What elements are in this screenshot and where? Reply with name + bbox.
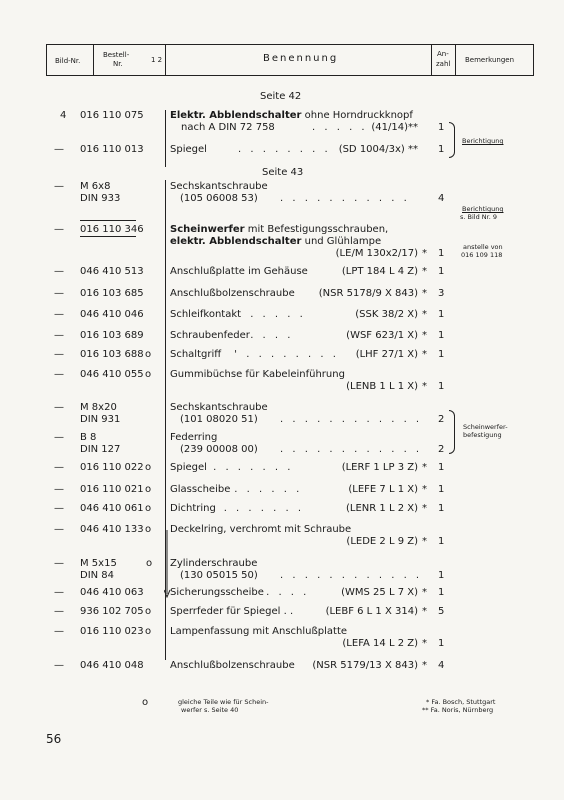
- row-leader-dots: . . . . . .: [234, 484, 303, 495]
- row-quantity: 4: [438, 660, 445, 671]
- footnote-noris: ** Fa. Noris, Nürnberg: [422, 706, 494, 714]
- row-description: Sechskantschraube: [170, 181, 268, 192]
- row-bild-nr: —: [54, 606, 64, 617]
- row-bestell-nr: B 8: [80, 432, 97, 443]
- row-code: (LEDE 2 L 9 Z): [346, 536, 418, 547]
- row-star: *: [422, 266, 427, 277]
- row-leader-dots: . . . . .: [312, 122, 368, 133]
- row-bestell-nr: 016 103 689: [80, 330, 144, 341]
- row-bestell-nr: 046 410 133: [80, 524, 144, 535]
- row-quantity: 4: [438, 193, 445, 204]
- row-quantity: 1: [438, 462, 445, 473]
- remark-bild-9: s. Bild Nr. 9: [460, 213, 497, 221]
- row-quantity: 1: [438, 381, 445, 392]
- row-star: *: [422, 349, 427, 360]
- row-bestell-nr: 016 110 021: [80, 484, 144, 495]
- row-description-bold: Elektr. Abblendschalter: [170, 110, 302, 121]
- header-bestell-nr: Bestell-: [103, 51, 130, 59]
- row-star: *: [422, 587, 427, 598]
- footnote-text: gleiche Teile wie für Schein-: [178, 698, 269, 706]
- row-code: (LEFE 7 L 1 X): [348, 484, 418, 495]
- header-anzahl: An-: [437, 50, 449, 58]
- row-description-rest: mit Befestigungsschrauben,: [244, 224, 389, 235]
- row-star: *: [422, 330, 427, 341]
- remark-anstelle-nr: 016 109 118: [461, 251, 503, 259]
- remark-scheinwerfer: Scheinwerfer-: [463, 423, 508, 431]
- row-mark: o: [145, 484, 152, 495]
- row-bild-nr: —: [54, 660, 64, 671]
- row-code: (SSK 38/2 X): [355, 309, 418, 320]
- row-description-bold: Scheinwerfer: [170, 224, 245, 235]
- row-bild-nr: —: [54, 462, 64, 473]
- row-quantity: 1: [438, 248, 445, 259]
- row-code: (LE/M 130x2/17): [335, 248, 418, 259]
- row-bild-nr: —: [54, 484, 64, 495]
- row-description-2: [170, 236, 381, 248]
- row-quantity: 1: [438, 503, 445, 514]
- row-code: (LENR 1 L 2 X): [346, 503, 418, 514]
- row-bestell-nr: 016 110 075: [80, 110, 144, 121]
- remark-berichtigung-2: Berichtigung: [462, 205, 504, 213]
- row-quantity: 2: [438, 414, 445, 425]
- row-leader-dots: . . . . . . .: [223, 503, 305, 514]
- underline: [80, 220, 136, 221]
- underline: [80, 236, 136, 237]
- row-code: (LPT 184 L 4 Z): [341, 266, 418, 277]
- row-quantity: 2: [438, 444, 445, 455]
- row-star: *: [422, 503, 427, 514]
- row-description: Anschlußplatte im Gehäuse: [170, 266, 308, 277]
- row-star: *: [422, 638, 427, 649]
- row-code: (NSR 5178/9 X 843): [318, 288, 418, 299]
- header-bestell-nr-2: Nr.: [113, 60, 123, 68]
- row-quantity: 1: [438, 587, 445, 598]
- row-description-2: (239 00008 00): [180, 444, 258, 455]
- row-leader-dots: . . . .: [250, 330, 294, 341]
- remark-anstelle: anstelle von: [463, 243, 503, 251]
- row-code: (LHF 27/1 X): [355, 349, 418, 360]
- row-code: (LERF 1 LP 3 Z): [341, 462, 418, 473]
- row-bild-nr: —: [54, 402, 64, 413]
- arrow-indicator-icon: [164, 530, 174, 600]
- row-bild-nr: 4: [60, 110, 67, 121]
- row-description-bold: elektr. Abblendschalter: [170, 236, 302, 247]
- row-leader-dots: . . . . . . . .: [238, 144, 331, 155]
- row-bild-nr: —: [54, 224, 64, 235]
- row-code: (LEBF 6 L 1 X 314): [325, 606, 418, 617]
- row-bestell-nr: 016 110 346: [80, 224, 144, 235]
- row-leader-dots: . . . .: [266, 587, 310, 598]
- row-bestell-nr: 046 410 048: [80, 660, 144, 671]
- row-quantity: 1: [438, 122, 445, 133]
- row-bild-nr: —: [54, 266, 64, 277]
- row-quantity: 1: [438, 570, 445, 581]
- row-mark: o: [145, 503, 152, 514]
- footnote-marker: o: [142, 697, 149, 708]
- remark-berichtigung-1: Berichtigung: [462, 137, 504, 145]
- row-bild-nr: —: [54, 432, 64, 443]
- row-leader-dots: . . . . . . . . . . .: [280, 193, 410, 204]
- row-bestell-nr: 046 410 063: [80, 587, 144, 598]
- row-star: *: [422, 309, 427, 320]
- row-quantity: 1: [438, 330, 445, 341]
- header-cols: 1 2: [151, 56, 163, 64]
- row-leader-dots: . . . . . . .: [213, 462, 294, 473]
- section-seite-43: Seite 43: [262, 167, 304, 178]
- row-bestell-nr: 016 103 685: [80, 288, 144, 299]
- row-description: Schaltgriff: [170, 349, 222, 360]
- row-description: Dichtring: [170, 503, 216, 514]
- row-description: Sperrfeder für Spiegel . .: [170, 606, 294, 617]
- row-description: Sechskantschraube: [170, 402, 268, 413]
- row-description: Anschlußbolzenschraube: [170, 660, 295, 671]
- row-code: (SD 1004/3x) **: [338, 144, 418, 155]
- row-bild-nr: —: [54, 524, 64, 535]
- row-quantity: 1: [438, 638, 445, 649]
- row-quantity: 1: [438, 266, 445, 277]
- row-bestell-nr: 046 410 513: [80, 266, 144, 277]
- row-mark: o: [145, 524, 152, 535]
- row-description-2: (105 06008 53): [180, 193, 258, 204]
- row-description: Sicherungsscheibe: [170, 587, 264, 598]
- row-star: *: [422, 484, 427, 495]
- row-quantity: 1: [438, 144, 445, 155]
- footnote-text-2: werfer s. Seite 40: [181, 706, 239, 714]
- row-bestell-nr-2: DIN 933: [80, 193, 121, 204]
- row-description: Spiegel: [170, 462, 207, 473]
- row-quantity: 1: [438, 349, 445, 360]
- row-leader-dots: . . . . .: [250, 309, 306, 320]
- row-bestell-nr: 016 103 688: [80, 349, 144, 360]
- remark-befestigung: befestigung: [463, 431, 502, 439]
- header-bild-nr: Bild-Nr.: [55, 57, 81, 65]
- row-description-2: (130 05015 50): [180, 570, 258, 581]
- row-code: (WMS 25 L 7 X): [341, 587, 418, 598]
- row-description: Anschlußbolzenschraube: [170, 288, 295, 299]
- row-description: Glasscheibe: [170, 484, 231, 495]
- brace-scheinwerfer: [449, 410, 455, 454]
- row-description-rest: ohne Horndruckknopf: [301, 110, 413, 121]
- row-description: Spiegel: [170, 144, 207, 155]
- row-mark: o: [145, 349, 152, 360]
- row-mark: o: [145, 462, 152, 473]
- row-description: Federring: [170, 432, 218, 443]
- row-bild-nr: —: [54, 349, 64, 360]
- page-number: 56: [46, 732, 62, 746]
- column-divider: [165, 110, 166, 167]
- row-mark: o: [145, 626, 152, 637]
- row-leader-dots: . . . . . . . . . . . .: [280, 414, 423, 425]
- row-description: Zylinderschraube: [170, 558, 258, 569]
- row-bild-nr: —: [54, 369, 64, 380]
- row-star: *: [422, 248, 427, 259]
- row-bestell-nr: 936 102 705: [80, 606, 144, 617]
- row-star: *: [422, 381, 427, 392]
- row-code: (LEFA 14 L 2 Z): [342, 638, 418, 649]
- row-description: [170, 224, 388, 236]
- row-description-rest: und Glühlampe: [301, 236, 382, 247]
- row-bestell-nr-2: DIN 127: [80, 444, 121, 455]
- row-bild-nr: —: [54, 626, 64, 637]
- row-bestell-nr: M 5x15: [80, 558, 117, 569]
- row-quantity: 1: [438, 309, 445, 320]
- row-bild-nr: —: [54, 181, 64, 192]
- row-quantity: 1: [438, 484, 445, 495]
- row-star: *: [422, 606, 427, 617]
- row-bestell-nr-2: DIN 931: [80, 414, 121, 425]
- header-bemerkungen: Bemerkungen: [465, 56, 515, 64]
- row-bestell-nr: 016 110 022: [80, 462, 144, 473]
- row-quantity: 5: [438, 606, 445, 617]
- row-bestell-nr: 046 410 046: [80, 309, 144, 320]
- row-code: (41/14)**: [371, 122, 418, 133]
- row-star: *: [422, 462, 427, 473]
- row-bild-nr: —: [54, 330, 64, 341]
- row-star: *: [422, 536, 427, 547]
- row-description-2: nach A DIN 72 758: [181, 122, 275, 133]
- row-bild-nr: —: [54, 288, 64, 299]
- footnote-bosch: * Fa. Bosch, Stuttgart: [426, 698, 496, 706]
- row-description: [170, 110, 413, 122]
- header-benennung: Benennung: [263, 53, 339, 64]
- row-bild-nr: —: [54, 309, 64, 320]
- section-seite-42: Seite 42: [260, 91, 302, 102]
- row-bestell-nr: 016 110 023: [80, 626, 144, 637]
- row-bestell-nr: 016 110 013: [80, 144, 144, 155]
- row-code: (WSF 623/1 X): [346, 330, 418, 341]
- row-description: Schraubenfeder: [170, 330, 250, 341]
- row-bild-nr: —: [54, 558, 64, 569]
- row-quantity: 1: [438, 536, 445, 547]
- row-star: *: [422, 288, 427, 299]
- row-description: Schleifkontakt: [170, 309, 242, 320]
- row-bestell-nr: 046 410 055: [80, 369, 144, 380]
- row-description-2: (101 08020 51): [180, 414, 258, 425]
- row-description: Gummibüchse für Kabeleinführung: [170, 369, 345, 380]
- row-description: Lampenfassung mit Anschlußplatte: [170, 626, 348, 637]
- row-bild-nr: —: [54, 587, 64, 598]
- brace-berichtigung: [449, 122, 455, 158]
- row-code: (LENB 1 L 1 X): [346, 381, 418, 392]
- row-mark: o: [146, 558, 153, 569]
- row-leader-dots: . . . . . . . . . . . .: [280, 444, 423, 455]
- row-description: Deckelring, verchromt mit Schraube: [170, 524, 352, 535]
- row-bestell-nr-2: DIN 84: [80, 570, 115, 581]
- row-bestell-nr: M 8x20: [80, 402, 117, 413]
- row-mark: o: [145, 606, 152, 617]
- row-leader-dots: . . . . . . . . . . . .: [280, 570, 423, 581]
- row-bestell-nr: 046 410 061: [80, 503, 144, 514]
- row-bestell-nr: M 6x8: [80, 181, 111, 192]
- row-code: (NSR 5179/13 X 843): [312, 660, 418, 671]
- table-header: [46, 44, 534, 76]
- row-star: *: [422, 660, 427, 671]
- row-quantity: 3: [438, 288, 445, 299]
- row-leader-dots: ' . . . . . . . .: [234, 349, 339, 360]
- row-bild-nr: —: [54, 503, 64, 514]
- row-bild-nr: —: [54, 144, 64, 155]
- header-anzahl-2: zahl: [436, 60, 451, 68]
- row-mark: o: [145, 369, 152, 380]
